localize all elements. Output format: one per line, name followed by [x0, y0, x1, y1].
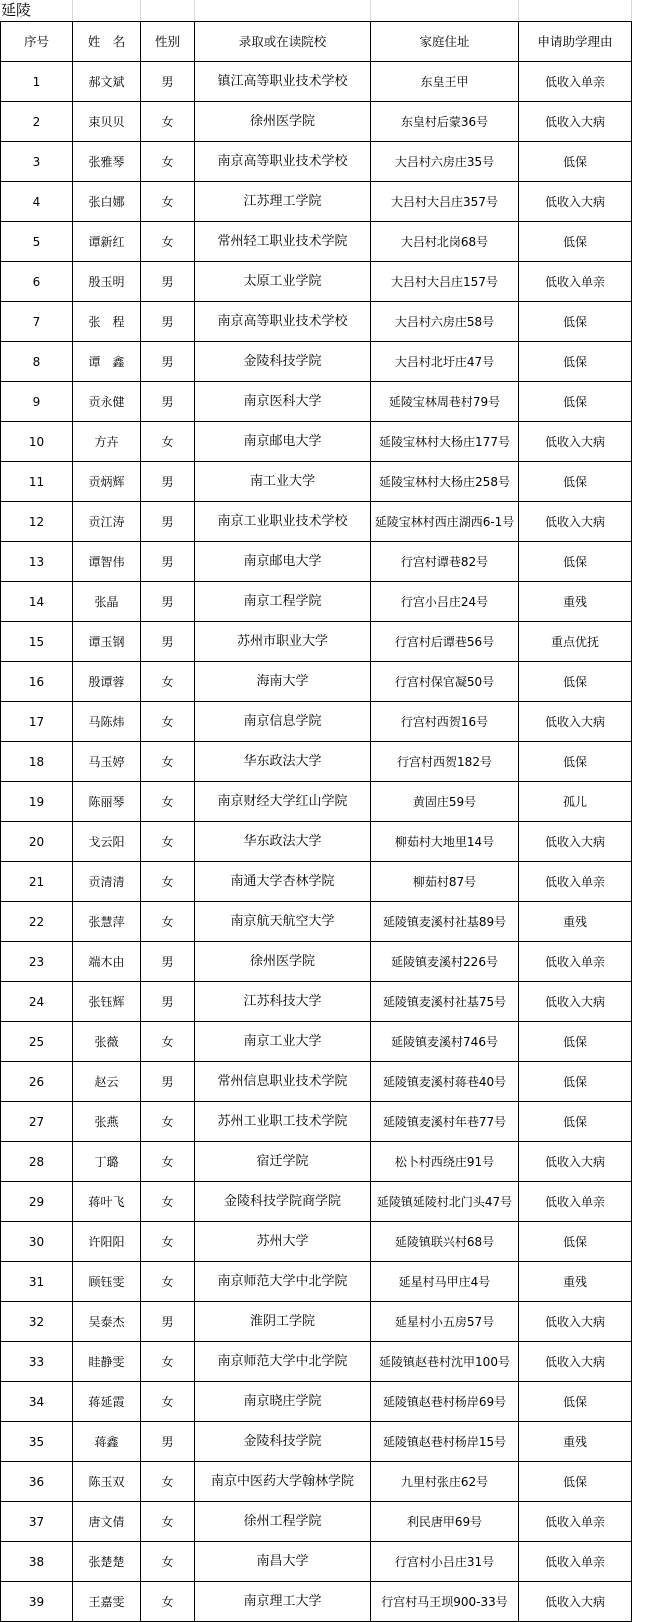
- cell-reason: 低收入大病: [519, 1142, 632, 1182]
- cell-name: 马玉婷: [73, 742, 141, 782]
- cell-name: 张钰辉: [73, 982, 141, 1022]
- cell-gender: 男: [141, 62, 195, 102]
- cell-address: 黄固庄59号: [371, 782, 519, 822]
- cell-gender: 男: [141, 382, 195, 422]
- cell-no: 4: [1, 182, 73, 222]
- cell-reason: 低保: [519, 302, 632, 342]
- cell-school: 常州轻工职业技术学院: [195, 222, 371, 262]
- cell-name: 张白娜: [73, 182, 141, 222]
- cell-reason: 低保: [519, 1462, 632, 1502]
- cell-address: 行宫村后谭巷56号: [371, 622, 519, 662]
- table-row: [1, 1422, 632, 1462]
- cell-reason: 低收入单亲: [519, 62, 632, 102]
- cell-name: 贡清清: [73, 862, 141, 902]
- cell-no: 31: [1, 1262, 73, 1302]
- cell-name: 丁璐: [73, 1142, 141, 1182]
- cell-school: 南京邮电大学: [195, 422, 371, 462]
- cell-reason: 低保: [519, 742, 632, 782]
- cell-address: 柳茹村87号: [371, 862, 519, 902]
- cell-name: 顾钰雯: [73, 1262, 141, 1302]
- cell-reason: 低保: [519, 1062, 632, 1102]
- cell-school: 南京晓庄学院: [195, 1382, 371, 1422]
- cell-no: 37: [1, 1502, 73, 1542]
- cell-address: 延陵镇赵巷村杨岸69号: [371, 1382, 519, 1422]
- cell-address: 延星村马甲庄4号: [371, 1262, 519, 1302]
- cell-school: 南京中医药大学翰林学院: [195, 1462, 371, 1502]
- column-header-no: 序号: [1, 22, 73, 62]
- cell-name: 蒋延霞: [73, 1382, 141, 1422]
- cell-address: 延陵宝林周巷村79号: [371, 382, 519, 422]
- cell-address: 行宫村小吕庄31号: [371, 1542, 519, 1582]
- cell-name: 贡江涛: [73, 502, 141, 542]
- cell-gender: 女: [141, 182, 195, 222]
- cell-no: 23: [1, 942, 73, 982]
- table-row: [1, 262, 632, 302]
- cell-address: 延陵镇麦溪村社基89号: [371, 902, 519, 942]
- cell-address: 大吕村北岗68号: [371, 222, 519, 262]
- cell-school: 华东政法大学: [195, 742, 371, 782]
- cell-school: 南京航天航空大学: [195, 902, 371, 942]
- column-header-gender: 性别: [141, 22, 195, 62]
- cell-address: 延陵镇联兴村68号: [371, 1222, 519, 1262]
- cell-gender: 女: [141, 222, 195, 262]
- cell-name: 张雅琴: [73, 142, 141, 182]
- cell-no: 32: [1, 1302, 73, 1342]
- cell-address: 延陵镇延陵村北门头47号: [371, 1182, 519, 1222]
- cell-name: 戈云阳: [73, 822, 141, 862]
- cell-address: 延陵镇麦溪村年巷77号: [371, 1102, 519, 1142]
- cell-no: 35: [1, 1422, 73, 1462]
- cell-address: 东皇王甲: [371, 62, 519, 102]
- cell-no: 1: [1, 62, 73, 102]
- student-aid-table: [0, 21, 632, 1622]
- cell-name: 束贝贝: [73, 102, 141, 142]
- table-row: [1, 1462, 632, 1502]
- cell-reason: 低保: [519, 222, 632, 262]
- cell-reason: 重残: [519, 582, 632, 622]
- cell-reason: 重点优抚: [519, 622, 632, 662]
- cell-address: 大吕村北圩庄47号: [371, 342, 519, 382]
- cell-school: 苏州工业职工技术学院: [195, 1102, 371, 1142]
- cell-address: 延陵宝林村大杨庄177号: [371, 422, 519, 462]
- gridline: [72, 0, 73, 21]
- cell-address: 行宫小吕庄24号: [371, 582, 519, 622]
- cell-name: 张燕: [73, 1102, 141, 1142]
- gridline: [370, 0, 371, 21]
- cell-name: 郝文斌: [73, 62, 141, 102]
- table-row: [1, 662, 632, 702]
- table-row: [1, 302, 632, 342]
- cell-gender: 女: [141, 1342, 195, 1382]
- cell-school: 淮阴工学院: [195, 1302, 371, 1342]
- cell-gender: 女: [141, 1022, 195, 1062]
- gridline: [518, 0, 519, 21]
- column-header-name: 姓 名: [73, 22, 141, 62]
- cell-gender: 男: [141, 1302, 195, 1342]
- cell-reason: 重残: [519, 1262, 632, 1302]
- cell-no: 20: [1, 822, 73, 862]
- cell-no: 25: [1, 1022, 73, 1062]
- cell-address: 延陵镇麦溪村社基75号: [371, 982, 519, 1022]
- cell-address: 大吕村大吕庄357号: [371, 182, 519, 222]
- table-row: [1, 1222, 632, 1262]
- cell-gender: 女: [141, 1582, 195, 1622]
- cell-name: 张楚楚: [73, 1542, 141, 1582]
- cell-gender: 男: [141, 302, 195, 342]
- cell-gender: 女: [141, 102, 195, 142]
- table-row: [1, 182, 632, 222]
- cell-name: 殷玉明: [73, 262, 141, 302]
- cell-gender: 女: [141, 822, 195, 862]
- cell-school: 金陵科技学院: [195, 1422, 371, 1462]
- cell-gender: 女: [141, 1462, 195, 1502]
- table-row: [1, 782, 632, 822]
- cell-school: 南工业大学: [195, 462, 371, 502]
- cell-gender: 女: [141, 1142, 195, 1182]
- cell-gender: 男: [141, 342, 195, 382]
- cell-reason: 低收入大病: [519, 1302, 632, 1342]
- cell-reason: 低保: [519, 342, 632, 382]
- cell-no: 5: [1, 222, 73, 262]
- cell-address: 大吕村六房庄35号: [371, 142, 519, 182]
- cell-address: 延陵宝林村西庄湖西6-1号: [371, 502, 519, 542]
- cell-address: 延陵镇赵巷村杨岸15号: [371, 1422, 519, 1462]
- cell-address: 延陵镇赵巷村沈甲100号: [371, 1342, 519, 1382]
- cell-name: 赵云: [73, 1062, 141, 1102]
- cell-gender: 男: [141, 262, 195, 302]
- cell-address: 九里村张庄62号: [371, 1462, 519, 1502]
- cell-no: 3: [1, 142, 73, 182]
- cell-no: 21: [1, 862, 73, 902]
- table-row: [1, 1262, 632, 1302]
- cell-name: 马陈炜: [73, 702, 141, 742]
- cell-gender: 男: [141, 1422, 195, 1462]
- cell-reason: 低收入单亲: [519, 942, 632, 982]
- cell-reason: 低保: [519, 142, 632, 182]
- cell-school: 苏州大学: [195, 1222, 371, 1262]
- cell-school: 苏州市职业大学: [195, 622, 371, 662]
- cell-address: 松卜村西绕庄91号: [371, 1142, 519, 1182]
- cell-school: 南通大学杏林学院: [195, 862, 371, 902]
- cell-reason: 低保: [519, 1222, 632, 1262]
- cell-no: 14: [1, 582, 73, 622]
- cell-address: 延陵宝林村大杨庄258号: [371, 462, 519, 502]
- cell-no: 10: [1, 422, 73, 462]
- cell-reason: 低保: [519, 1102, 632, 1142]
- cell-gender: 女: [141, 1222, 195, 1262]
- cell-no: 11: [1, 462, 73, 502]
- cell-address: 行宫村西贺16号: [371, 702, 519, 742]
- cell-reason: 低收入大病: [519, 422, 632, 462]
- cell-gender: 女: [141, 702, 195, 742]
- cell-no: 24: [1, 982, 73, 1022]
- cell-school: 徐州医学院: [195, 102, 371, 142]
- cell-reason: 低收入单亲: [519, 862, 632, 902]
- cell-name: 谭新红: [73, 222, 141, 262]
- cell-gender: 男: [141, 1062, 195, 1102]
- cell-no: 7: [1, 302, 73, 342]
- cell-no: 29: [1, 1182, 73, 1222]
- cell-no: 27: [1, 1102, 73, 1142]
- cell-school: 江苏理工学院: [195, 182, 371, 222]
- cell-reason: 低收入大病: [519, 502, 632, 542]
- cell-name: 吴泰杰: [73, 1302, 141, 1342]
- table-row: [1, 622, 632, 662]
- cell-address: 延星村小五房57号: [371, 1302, 519, 1342]
- cell-gender: 女: [141, 662, 195, 702]
- cell-no: 8: [1, 342, 73, 382]
- cell-no: 19: [1, 782, 73, 822]
- cell-school: 南京医科大学: [195, 382, 371, 422]
- table-row: [1, 62, 632, 102]
- table-row: [1, 422, 632, 462]
- cell-address: 大吕村六房庄58号: [371, 302, 519, 342]
- cell-name: 贡永健: [73, 382, 141, 422]
- cell-school: 南京工业大学: [195, 1022, 371, 1062]
- cell-name: 谭智伟: [73, 542, 141, 582]
- cell-address: 大吕村大吕庄157号: [371, 262, 519, 302]
- cell-gender: 女: [141, 1542, 195, 1582]
- cell-school: 金陵科技学院商学院: [195, 1182, 371, 1222]
- cell-reason: 低收入大病: [519, 702, 632, 742]
- cell-gender: 女: [141, 422, 195, 462]
- cell-no: 6: [1, 262, 73, 302]
- cell-gender: 女: [141, 142, 195, 182]
- cell-reason: 低保: [519, 542, 632, 582]
- cell-address: 行宫村谭巷82号: [371, 542, 519, 582]
- cell-school: 南京高等职业技术学校: [195, 302, 371, 342]
- cell-school: 南京信息学院: [195, 702, 371, 742]
- table-row: [1, 1582, 632, 1622]
- table-row: [1, 582, 632, 622]
- cell-reason: 低收入单亲: [519, 262, 632, 302]
- cell-reason: 低保: [519, 662, 632, 702]
- cell-school: 华东政法大学: [195, 822, 371, 862]
- cell-no: 18: [1, 742, 73, 782]
- column-header-reason: 申请助学理由: [519, 22, 632, 62]
- table-header-row: [1, 22, 632, 62]
- table-row: [1, 862, 632, 902]
- cell-address: 行宫村西贺182号: [371, 742, 519, 782]
- cell-no: 33: [1, 1342, 73, 1382]
- table-row: [1, 1182, 632, 1222]
- table-row: [1, 702, 632, 742]
- cell-reason: 低收入大病: [519, 182, 632, 222]
- table-row: [1, 822, 632, 862]
- cell-address: 行宫村保官凝50号: [371, 662, 519, 702]
- cell-name: 殷谭蓉: [73, 662, 141, 702]
- cell-school: 南京邮电大学: [195, 542, 371, 582]
- table-row: [1, 1062, 632, 1102]
- cell-no: 22: [1, 902, 73, 942]
- cell-no: 15: [1, 622, 73, 662]
- table-row: [1, 1142, 632, 1182]
- cell-name: 谭 鑫: [73, 342, 141, 382]
- cell-no: 26: [1, 1062, 73, 1102]
- cell-gender: 女: [141, 1382, 195, 1422]
- table-row: [1, 382, 632, 422]
- cell-no: 16: [1, 662, 73, 702]
- cell-name: 谭玉钢: [73, 622, 141, 662]
- cell-school: 常州信息职业技术学院: [195, 1062, 371, 1102]
- table-row: [1, 1102, 632, 1142]
- table-row: [1, 222, 632, 262]
- cell-reason: 重残: [519, 902, 632, 942]
- gridline: [631, 0, 632, 21]
- cell-address: 延陵镇麦溪村蒋巷40号: [371, 1062, 519, 1102]
- cell-name: 许阳阳: [73, 1222, 141, 1262]
- cell-name: 方卉: [73, 422, 141, 462]
- cell-no: 9: [1, 382, 73, 422]
- cell-no: 34: [1, 1382, 73, 1422]
- cell-school: 南京工业职业技术学校: [195, 502, 371, 542]
- cell-school: 徐州医学院: [195, 942, 371, 982]
- cell-address: 东皇村后蒙36号: [371, 102, 519, 142]
- cell-name: 王嘉雯: [73, 1582, 141, 1622]
- cell-reason: 低保: [519, 382, 632, 422]
- cell-school: 南京师范大学中北学院: [195, 1342, 371, 1382]
- table-row: [1, 1022, 632, 1062]
- cell-school: 徐州工程学院: [195, 1502, 371, 1542]
- table-row: [1, 1502, 632, 1542]
- cell-gender: 男: [141, 582, 195, 622]
- cell-reason: 低收入单亲: [519, 1182, 632, 1222]
- table-row: [1, 102, 632, 142]
- cell-name: 张慧萍: [73, 902, 141, 942]
- cell-no: 17: [1, 702, 73, 742]
- gridline: [140, 0, 141, 21]
- cell-school: 南京工程学院: [195, 582, 371, 622]
- cell-gender: 女: [141, 742, 195, 782]
- cell-name: 唐文倩: [73, 1502, 141, 1542]
- cell-school: 南昌大学: [195, 1542, 371, 1582]
- table-row: [1, 742, 632, 782]
- cell-address: 延陵镇麦溪村746号: [371, 1022, 519, 1062]
- cell-reason: 低收入单亲: [519, 1542, 632, 1582]
- cell-no: 12: [1, 502, 73, 542]
- cell-gender: 女: [141, 1262, 195, 1302]
- cell-gender: 男: [141, 622, 195, 662]
- cell-no: 38: [1, 1542, 73, 1582]
- cell-school: 金陵科技学院: [195, 342, 371, 382]
- cell-gender: 男: [141, 942, 195, 982]
- table-row: [1, 462, 632, 502]
- cell-gender: 男: [141, 542, 195, 582]
- cell-name: 贡炳辉: [73, 462, 141, 502]
- cell-reason: 孤儿: [519, 782, 632, 822]
- table-row: [1, 342, 632, 382]
- cell-no: 2: [1, 102, 73, 142]
- column-header-address: 家庭住址: [371, 22, 519, 62]
- cell-name: 陈丽琴: [73, 782, 141, 822]
- table-row: [1, 982, 632, 1022]
- cell-no: 13: [1, 542, 73, 582]
- cell-gender: 女: [141, 902, 195, 942]
- table-row: [1, 542, 632, 582]
- cell-name: 陈玉双: [73, 1462, 141, 1502]
- cell-gender: 女: [141, 1102, 195, 1142]
- cell-gender: 男: [141, 462, 195, 502]
- cell-name: 张 程: [73, 302, 141, 342]
- table-row: [1, 1302, 632, 1342]
- cell-gender: 女: [141, 1502, 195, 1542]
- cell-name: 端木由: [73, 942, 141, 982]
- cell-school: 南京理工大学: [195, 1582, 371, 1622]
- cell-reason: 低收入大病: [519, 1342, 632, 1382]
- cell-school: 镇江高等职业技术学校: [195, 62, 371, 102]
- table-row: [1, 502, 632, 542]
- table-row: [1, 1342, 632, 1382]
- gridline: [194, 0, 195, 21]
- cell-gender: 女: [141, 862, 195, 902]
- cell-no: 28: [1, 1142, 73, 1182]
- table-row: [1, 902, 632, 942]
- sheet-title-row: [0, 0, 649, 21]
- cell-reason: 低收入大病: [519, 1582, 632, 1622]
- cell-name: 蒋叶飞: [73, 1182, 141, 1222]
- cell-address: 利民唐甲69号: [371, 1502, 519, 1542]
- table-row: [1, 1542, 632, 1582]
- cell-gender: 女: [141, 1182, 195, 1222]
- cell-school: 宿迁学院: [195, 1142, 371, 1182]
- cell-gender: 女: [141, 782, 195, 822]
- cell-no: 36: [1, 1462, 73, 1502]
- cell-address: 柳茹村大地里14号: [371, 822, 519, 862]
- cell-reason: 低保: [519, 1382, 632, 1422]
- cell-reason: 低保: [519, 1022, 632, 1062]
- cell-name: 张薇: [73, 1022, 141, 1062]
- cell-reason: 低收入大病: [519, 102, 632, 142]
- cell-school: 南京师范大学中北学院: [195, 1262, 371, 1302]
- cell-school: 江苏科技大学: [195, 982, 371, 1022]
- table-row: [1, 142, 632, 182]
- cell-gender: 男: [141, 502, 195, 542]
- cell-gender: 男: [141, 982, 195, 1022]
- cell-school: 海南大学: [195, 662, 371, 702]
- cell-no: 39: [1, 1582, 73, 1622]
- sheet-title: 延陵: [1, 1, 32, 19]
- cell-school: 南京财经大学红山学院: [195, 782, 371, 822]
- cell-reason: 低收入大病: [519, 822, 632, 862]
- cell-address: 延陵镇麦溪村226号: [371, 942, 519, 982]
- cell-reason: 低保: [519, 462, 632, 502]
- cell-no: 30: [1, 1222, 73, 1262]
- table-row: [1, 942, 632, 982]
- cell-name: 眭静雯: [73, 1342, 141, 1382]
- cell-school: 太原工业学院: [195, 262, 371, 302]
- cell-address: 行宫村马王坝900-33号: [371, 1582, 519, 1622]
- cell-name: 张晶: [73, 582, 141, 622]
- cell-reason: 重残: [519, 1422, 632, 1462]
- cell-reason: 低收入大病: [519, 982, 632, 1022]
- cell-school: 南京高等职业技术学校: [195, 142, 371, 182]
- column-header-school: 录取或在读院校: [195, 22, 371, 62]
- cell-reason: 低收入单亲: [519, 1502, 632, 1542]
- cell-name: 蒋鑫: [73, 1422, 141, 1462]
- table-row: [1, 1382, 632, 1422]
